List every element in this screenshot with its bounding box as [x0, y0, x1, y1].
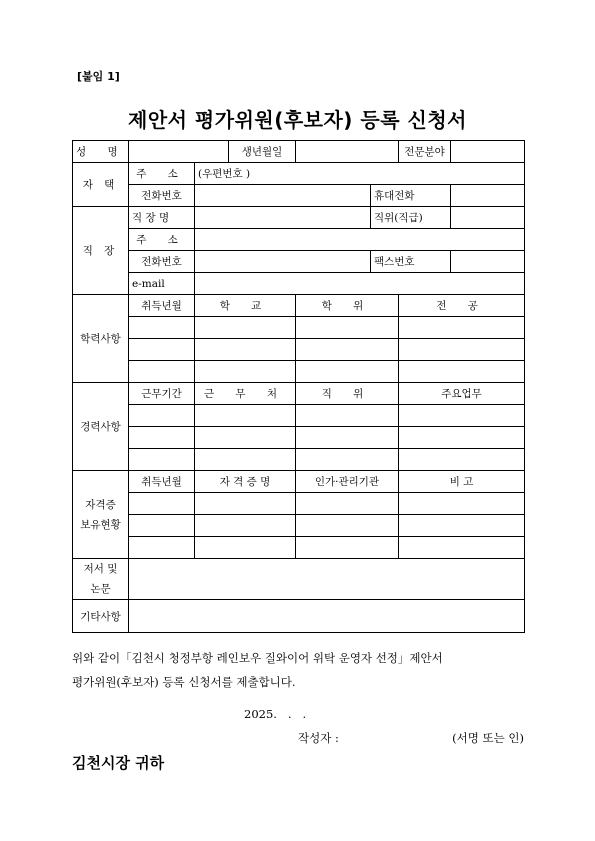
application-form-table [72, 140, 525, 633]
license-header-name: 자 격 증 명 [195, 471, 296, 493]
publications-label-line1: 저서 및 [83, 563, 118, 575]
publications-field[interactable] [129, 559, 525, 600]
license-header-authority: 인가·관리기관 [296, 471, 399, 493]
career-header-duties: 주요업무 [399, 383, 525, 405]
company-field[interactable] [195, 207, 371, 229]
birth-label: 생년월일 [229, 141, 296, 163]
email-label: e-mail [129, 273, 195, 295]
other-field[interactable] [129, 600, 525, 633]
education-row [73, 361, 525, 383]
education-header-date: 취득년월 [129, 295, 195, 317]
name-field[interactable] [129, 141, 229, 163]
career-label: 경력사항 [73, 383, 129, 471]
submission-statement [72, 646, 532, 694]
statement-line-1: 위와 같이「김천시 청정부항 레인보우 질와이어 위탁 운영자 선정」제안서 [72, 651, 443, 665]
license-header-remarks: 비 고 [399, 471, 525, 493]
career-header-position: 직 위 [296, 383, 399, 405]
home-address-field[interactable]: (우편번호 ) [195, 163, 525, 185]
mobile-field[interactable] [451, 185, 525, 207]
signature-note: (서명 또는 인) [452, 731, 524, 745]
company-label: 직 장 명 [129, 207, 195, 229]
license-row [73, 515, 525, 537]
fax-field[interactable] [451, 251, 525, 273]
education-row [73, 317, 525, 339]
education-header-school: 학 교 [195, 295, 296, 317]
career-row [73, 405, 525, 427]
attachment-label: [붙임 1] [77, 70, 120, 83]
fax-label: 팩스번호 [371, 251, 451, 273]
license-label-line2: 보유현황 [80, 518, 121, 531]
education-header-degree: 학 위 [296, 295, 399, 317]
specialty-label: 전문분야 [399, 141, 451, 163]
career-row [73, 427, 525, 449]
license-row [73, 537, 525, 559]
home-address-label: 주 소 [129, 163, 195, 185]
statement-line-2: 평가위원(후보자) 등록 신청서를 제출합니다. [72, 675, 296, 689]
license-header-date: 취득년월 [129, 471, 195, 493]
education-label: 학력사항 [73, 295, 129, 383]
publications-label-line2: 논문 [90, 583, 111, 595]
license-label-line1: 자격증 [85, 498, 116, 511]
education-header-major: 전 공 [399, 295, 525, 317]
publications-label [73, 559, 129, 600]
work-phone-field[interactable] [195, 251, 371, 273]
license-label [73, 471, 129, 559]
other-label: 기타사항 [73, 600, 129, 633]
name-label: 성 명 [73, 141, 129, 163]
addressee: 김천시장 귀하 [72, 754, 165, 772]
education-row [73, 339, 525, 361]
birth-field[interactable] [296, 141, 399, 163]
license-row [73, 493, 525, 515]
home-label: 자 택 [73, 163, 129, 207]
mobile-label: 휴대전화 [371, 185, 451, 207]
career-row [73, 449, 525, 471]
work-address-field[interactable] [195, 229, 525, 251]
career-header-period: 근무기간 [129, 383, 195, 405]
specialty-field[interactable] [451, 141, 525, 163]
work-label: 직 장 [73, 207, 129, 295]
date-line: 2025. . . [244, 707, 307, 721]
career-header-workplace: 근 무 처 [195, 383, 296, 405]
writer-label: 작성자 : [298, 731, 339, 745]
position-label: 직위(직급) [371, 207, 451, 229]
work-address-label: 주 소 [129, 229, 195, 251]
email-field[interactable] [195, 273, 525, 295]
home-phone-label: 전화번호 [129, 185, 195, 207]
work-phone-label: 전화번호 [129, 251, 195, 273]
home-phone-field[interactable] [195, 185, 371, 207]
document-title: 제안서 평가위원(후보자) 등록 신청서 [128, 108, 467, 132]
position-field[interactable] [451, 207, 525, 229]
